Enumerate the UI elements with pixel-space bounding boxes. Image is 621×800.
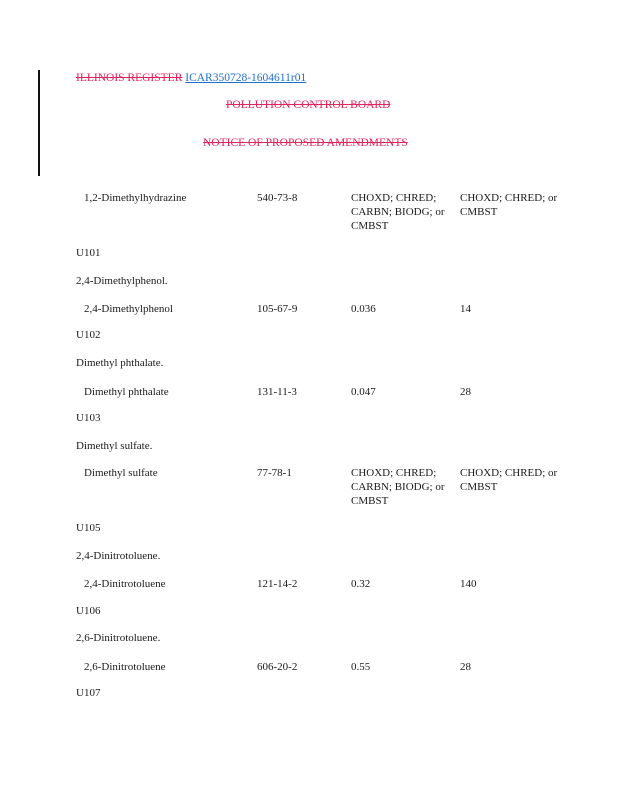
constituent-name: 1,2-Dimethylhydrazine xyxy=(84,192,187,204)
wastewater-standard: CHOXD; CHRED; CARBN; BIODG; or CMBST xyxy=(351,192,445,232)
cas-number: 121-14-2 xyxy=(257,578,298,590)
nonwastewater-standard: 140 xyxy=(460,578,477,590)
register-id-inserted: ICAR350728-1604611r01 xyxy=(185,72,307,84)
constituent-name: Dimethyl sulfate xyxy=(84,467,158,479)
waste-description: 2,6-Dinitrotoluene. xyxy=(76,632,161,644)
revision-change-bar xyxy=(38,70,40,176)
nonwastewater-standard: 28 xyxy=(460,386,471,398)
nonwastewater-standard: 28 xyxy=(460,661,471,673)
constituent-name: 2,6-Dinitrotoluene xyxy=(84,661,166,673)
cas-number: 77-78-1 xyxy=(257,467,292,479)
waste-code: U102 xyxy=(76,329,101,341)
constituent-name: 2,4-Dimethylphenol xyxy=(84,303,173,315)
nonwastewater-standard: CHOXD; CHRED; or CMBST xyxy=(460,467,558,493)
waste-description: Dimethyl phthalate. xyxy=(76,357,164,369)
waste-description: 2,4-Dimethylphenol. xyxy=(76,275,168,287)
waste-description: Dimethyl sulfate. xyxy=(76,440,153,452)
waste-code: U106 xyxy=(76,605,101,617)
constituent-name: Dimethyl phthalate xyxy=(84,386,169,398)
notice-title: NOTICE OF PROPOSED AMENDMENTS xyxy=(203,137,408,149)
nonwastewater-standard: CHOXD; CHRED; or CMBST xyxy=(460,192,558,218)
register-title-deleted: ILLINOIS REGISTER xyxy=(76,72,183,84)
waste-description: 2,4-Dinitrotoluene. xyxy=(76,550,161,562)
cas-number: 540-73-8 xyxy=(257,192,298,204)
waste-code: U101 xyxy=(76,247,101,259)
wastewater-standard: 0.32 xyxy=(351,578,371,590)
waste-code: U105 xyxy=(76,522,101,534)
nonwastewater-standard: 14 xyxy=(460,303,471,315)
wastewater-standard: 0.047 xyxy=(351,386,376,398)
waste-code: U107 xyxy=(76,687,101,699)
register-header xyxy=(76,72,306,84)
board-title: POLLUTION CONTROL BOARD xyxy=(226,99,391,111)
cas-number: 606-20-2 xyxy=(257,661,298,673)
cas-number: 105-67-9 xyxy=(257,303,298,315)
wastewater-standard: 0.036 xyxy=(351,303,376,315)
waste-code: U103 xyxy=(76,412,101,424)
wastewater-standard: CHOXD; CHRED; CARBN; BIODG; or CMBST xyxy=(351,467,445,507)
constituent-name: 2,4-Dinitrotoluene xyxy=(84,578,166,590)
wastewater-standard: 0.55 xyxy=(351,661,371,673)
cas-number: 131-11-3 xyxy=(257,386,297,398)
